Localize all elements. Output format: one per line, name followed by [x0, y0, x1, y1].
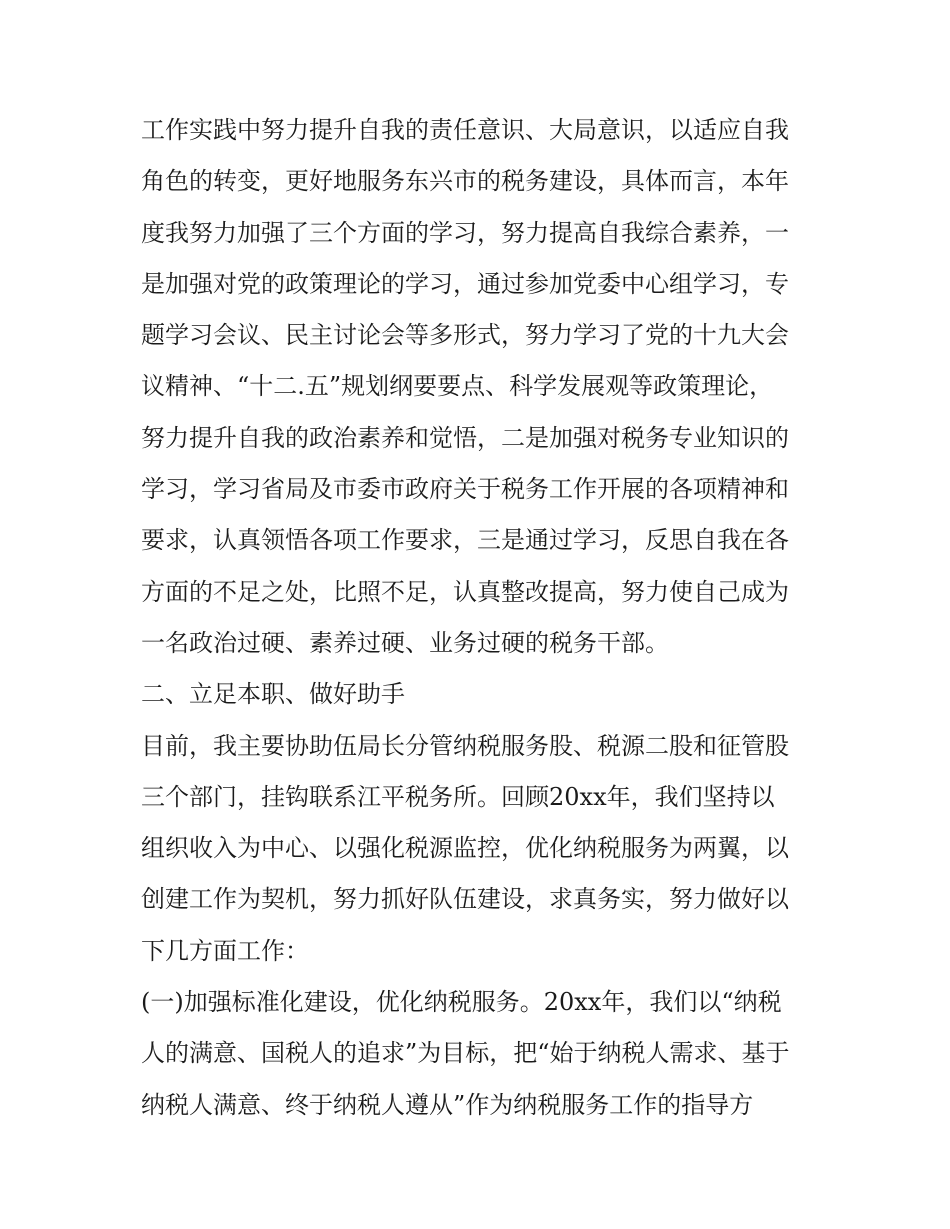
- document-body: [141, 105, 821, 1131]
- text-line-16: 创建工作为契机，努力抓好队伍建设，求真务实，努力做好以: [141, 885, 789, 914]
- text-line-11: 一名政治过硬、素养过硬、业务过硬的税务干部。: [141, 628, 669, 657]
- text-line-7: 努力提升自我的政治素养和觉悟，二是加强对税务专业知识的: [141, 423, 789, 452]
- text-line-18: (一)加强标准化建设，优化纳税服务。20xx年，我们以“纳税: [141, 988, 782, 1017]
- text-line-6: 议精神、“十二.五”规划纲要要点、科学发展观等政策理论，: [141, 372, 774, 401]
- text-line-10: 方面的不足之处，比照不足，认真整改提高，努力使自己成为: [141, 577, 789, 606]
- text-line-9: 要求，认真领悟各项工作要求，三是通过学习，反思自我在各: [141, 526, 789, 555]
- text-line-20: 纳税人满意、终于纳税人遵从”作为纳税服务工作的指导方: [141, 1090, 754, 1119]
- text-line-3: 度我努力加强了三个方面的学习，努力提高自我综合素养，一: [141, 218, 789, 247]
- text-line-2: 角色的转变，更好地服务东兴市的税务建设，具体而言，本年: [141, 167, 789, 196]
- text-line-15: 组织收入为中心、以强化税源监控，优化纳税服务为两翼，以: [141, 834, 789, 863]
- text-line-8: 学习，学习省局及市委市政府关于税务工作开展的各项精神和: [141, 475, 789, 504]
- text-line-13: 目前，我主要协助伍局长分管纳税服务股、税源二股和征管股: [141, 731, 789, 760]
- text-line-14: 三个部门，挂钩联系江平税务所。回顾20xx年，我们坚持以: [141, 782, 775, 811]
- text-line-4: 是加强对党的政策理论的学习，通过参加党委中心组学习，专: [141, 269, 789, 298]
- section-heading: 二、立足本职、做好助手: [141, 680, 405, 709]
- text-line-1: 工作实践中努力提升自我的责任意识、大局意识，以适应自我: [141, 116, 789, 144]
- text-line-17: 下几方面工作：: [141, 936, 309, 965]
- text-line-19: 人的满意、国税人的追求”为目标，把“始于纳税人需求、基于: [141, 1039, 790, 1068]
- text-line-5: 题学习会议、民主讨论会等多形式，努力学习了党的十九大会: [141, 321, 789, 350]
